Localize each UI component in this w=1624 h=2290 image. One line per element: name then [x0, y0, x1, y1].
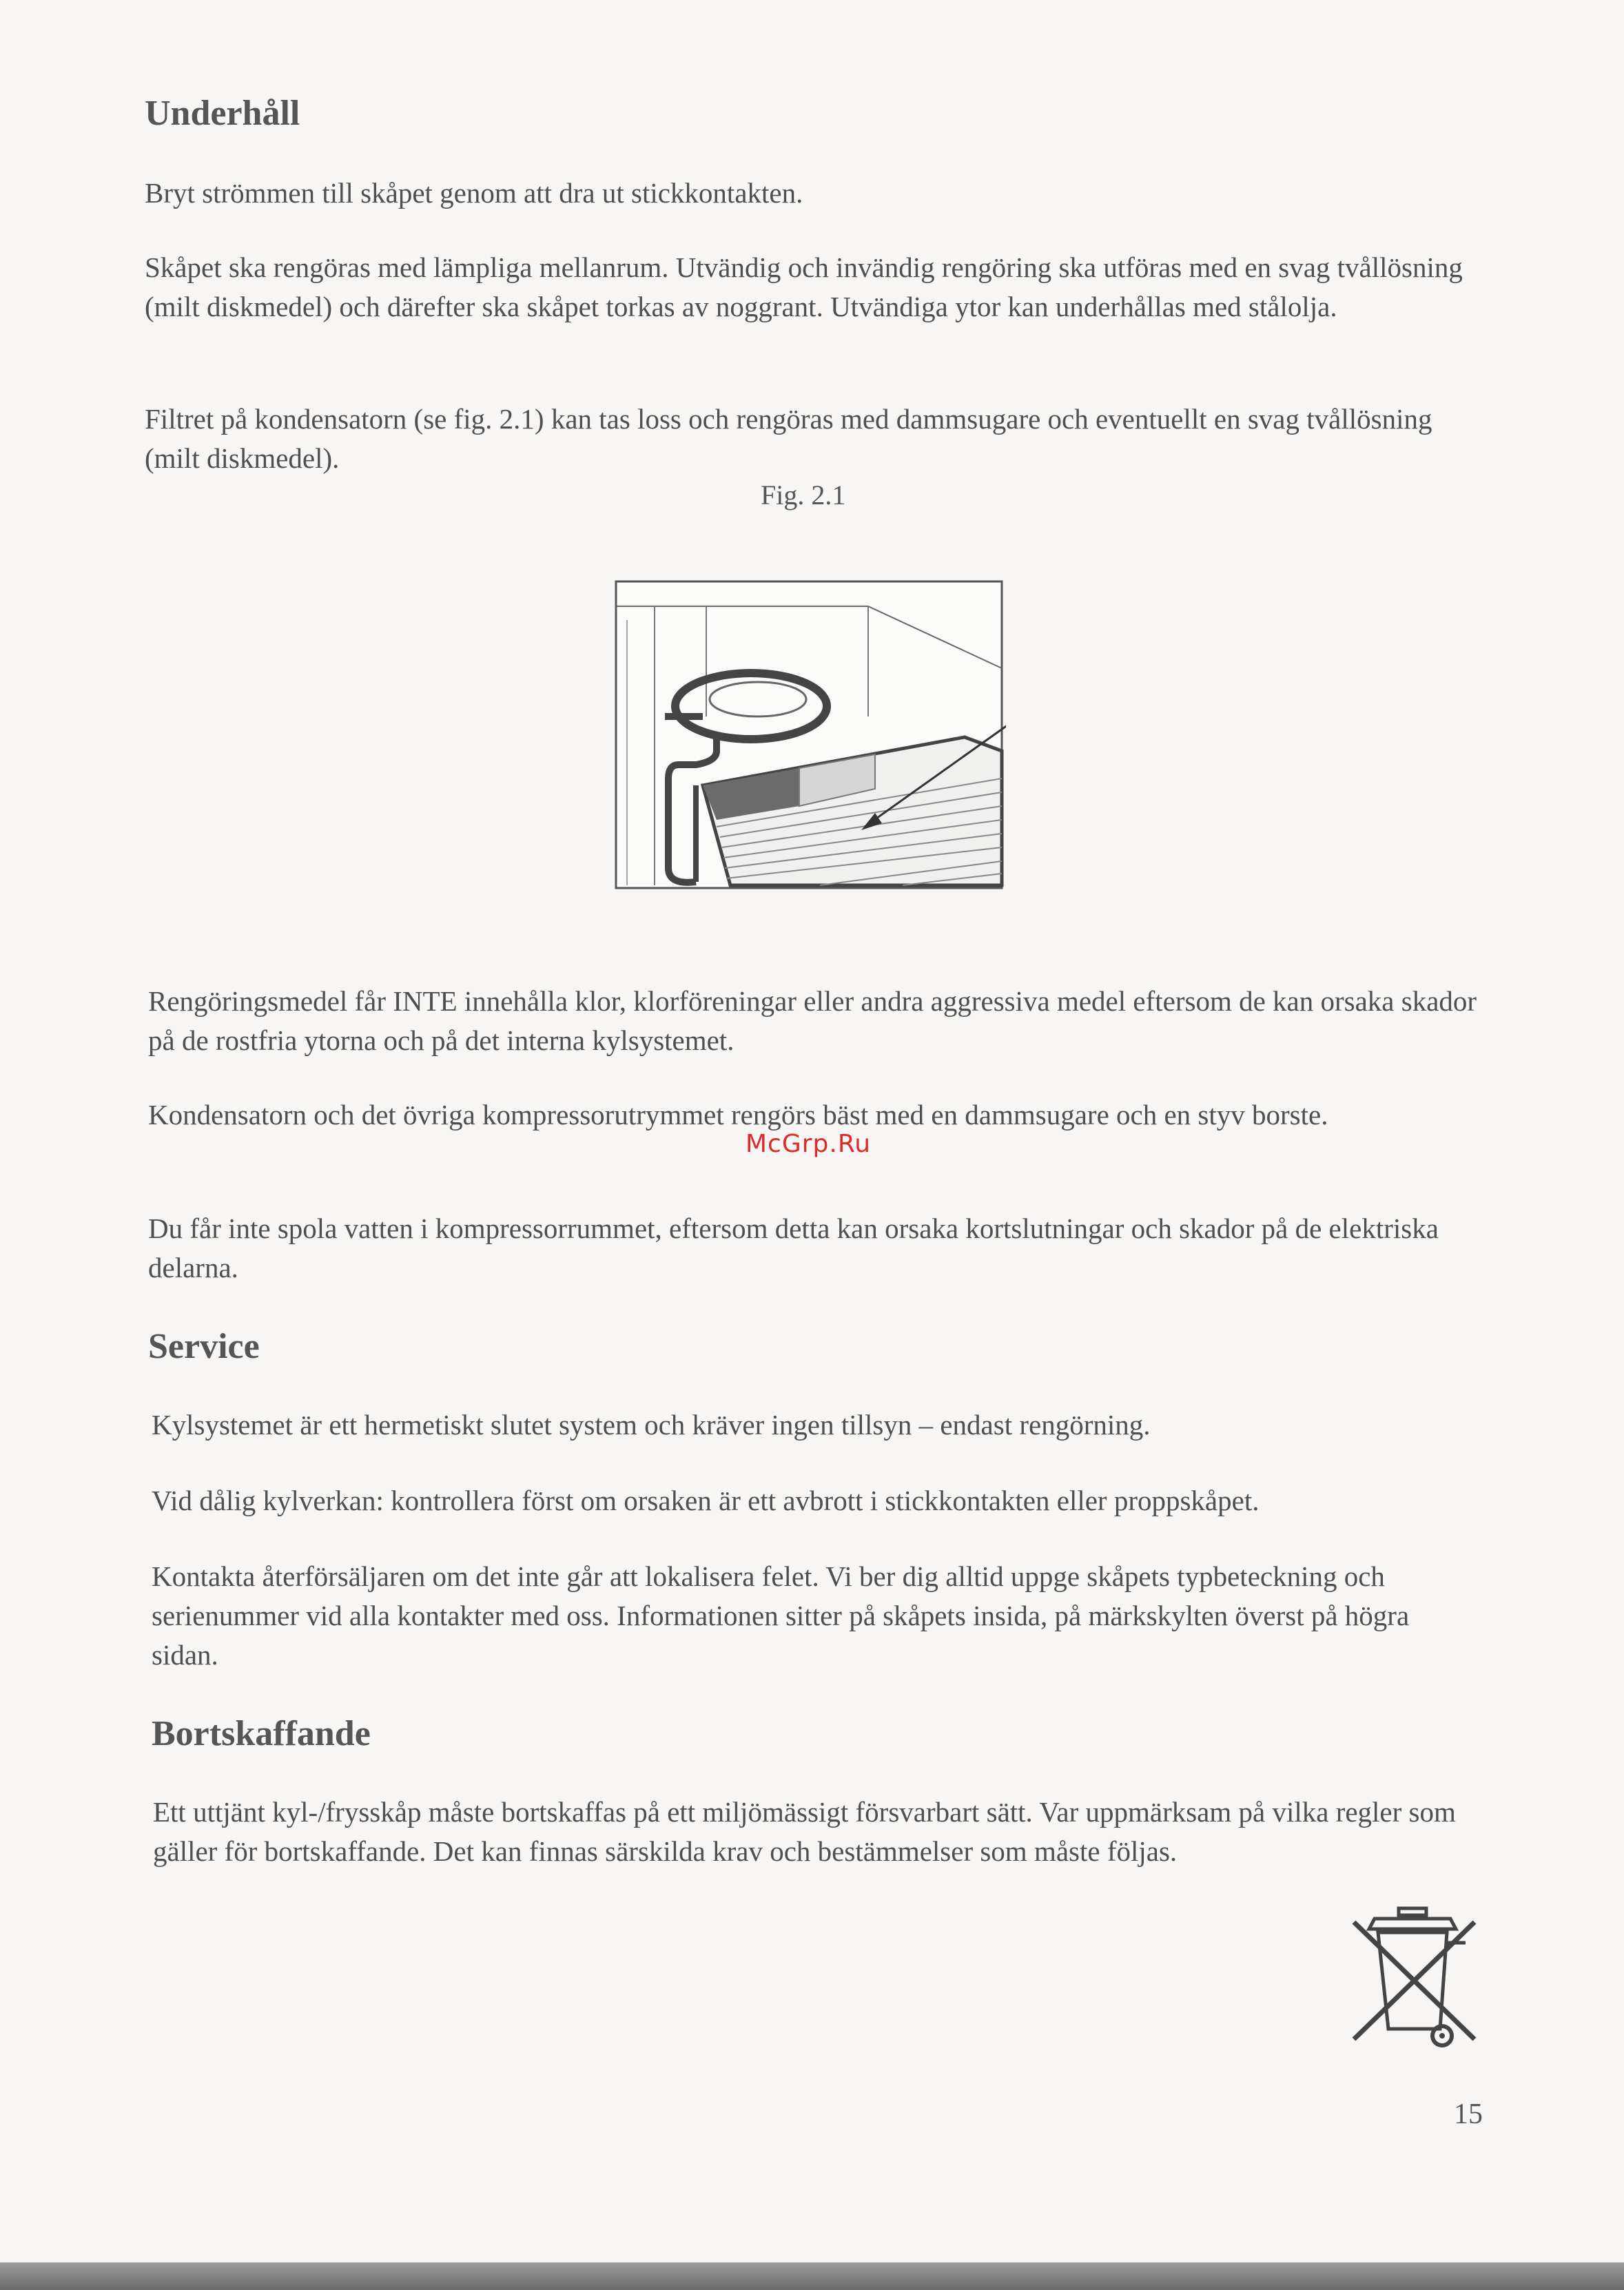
watermark: McGrp.Ru: [746, 1130, 872, 1158]
paragraph-underhall-4: Rengöringsmedel får INTE innehålla klor, klorföreningar eller andra aggressiva medel eftersom de kan orsaka skador på de rostfria ytorna och på det interna kylsystemet.: [148, 985, 1477, 1056]
heading-service: Service: [148, 1327, 260, 1366]
paragraph-service-2: Vid dålig kylverkan: kontrollera först om orsaken är ett avbrott i stickkontakten eller proppskåpet.: [152, 1485, 1260, 1516]
paragraph-underhall-6: Du får inte spola vatten i kompressorrummet, eftersom detta kan orsaka kortslutningar och skador på de elektriska delarna.: [148, 1213, 1439, 1283]
scan-edge: [0, 2262, 1624, 2290]
heading-bortskaffande: Bortskaffande: [152, 1714, 371, 1753]
paragraph-underhall-3: Filtret på kondensatorn (se fig. 2.1) kan tas loss och rengöras med dammsugare och eventuellt en svag tvållösning (milt diskmedel).: [145, 403, 1432, 474]
paragraph-underhall-5: Kondensatorn och det övriga kompressorutrymmet rengörs bäst med en dammsugare och en styv borste.: [148, 1099, 1328, 1131]
figure-caption: Fig. 2.1: [761, 479, 846, 510]
paragraph-service-1: Kylsystemet är ett hermetiskt slutet system och kräver ingen tillsyn – endast rengörning.: [152, 1409, 1151, 1441]
page-number: 15: [1454, 2098, 1483, 2130]
paragraph-bortskaffande-1: Ett uttjänt kyl-/frysskåp måste bortskaffas på ett miljömässigt försvarbart sätt. Var uppmärksam på vilka regler som gäller för bortskaffande. Det kan finnas särskilda krav och bestämmelser som måste följas.: [153, 1796, 1456, 1867]
paragraph-underhall-2: Skåpet ska rengöras med lämpliga mellanrum. Utvändig och invändig rengöring ska utföras med en svag tvållösning (milt diskmedel) och därefter ska skåpet torkas av noggrant. Utvändiga ytor kan underhållas med stålolja.: [145, 251, 1463, 322]
paragraph-underhall-1: Bryt strömmen till skåpet genom att dra ut stickkontakten.: [145, 177, 803, 209]
condenser-filter-figure: [613, 579, 1006, 892]
crossed-out-wheelie-bin-icon: [1347, 1905, 1481, 2056]
heading-underhall: Underhåll: [145, 94, 300, 133]
paragraph-service-3: Kontakta återförsäljaren om det inte går att lokalisera felet. Vi ber dig alltid uppge skåpets typbeteckning och serienummer vid alla kontakter med oss. Informationen sitter på skåpets insida, på märkskylten överst på högra sidan.: [152, 1560, 1410, 1671]
